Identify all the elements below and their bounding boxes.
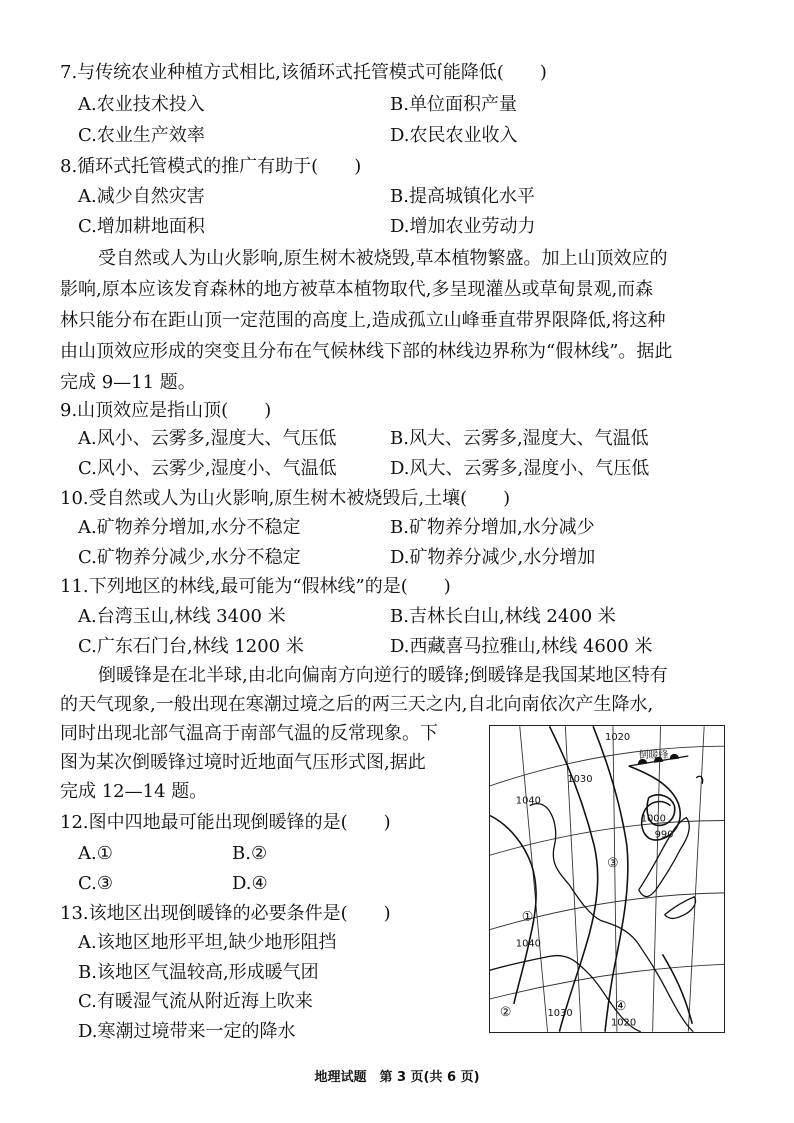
passage-1-line: 由山顶效应形成的突变且分布在气候林线下部的林线边界称为“假林线”。据此 [60, 341, 673, 362]
question-8-option-d: D.增加农业劳动力 [390, 216, 536, 237]
question-12-option-d: D.④ [232, 873, 268, 894]
isobars [490, 726, 692, 1031]
isobar-label: 1040 [515, 795, 541, 807]
isobar-label: 1000 [640, 813, 666, 825]
isobar-label: 1030 [567, 773, 593, 785]
question-13-stem: 13.该地区出现倒暖锋的必要条件是( ) [60, 903, 391, 924]
warm-front-label: 倒暖锋 [638, 750, 669, 762]
place-marker-2: ② [499, 1004, 512, 1020]
question-7-option-d: D.农民农业收入 [390, 125, 518, 146]
passage-1-line: 影响,原本应该发育森林的地方被草本植物取代,多呈现灌丛或草甸景观,而森 [60, 279, 654, 300]
passage-1-line: 受自然或人为山火影响,原生树木被烧毁,草本植物繁盛。加上山顶效应的 [98, 248, 668, 269]
passage-1-line: 林只能分布在距山顶一定范围的高度上,造成孤立山峰垂直带界限降低,将这种 [60, 310, 666, 331]
question-9-option-a: A.风小、云雾多,湿度大、气压低 [78, 428, 337, 449]
question-8-option-a: A.减少自然灾害 [78, 186, 205, 207]
question-10-option-d: D.矿物养分减少,水分增加 [390, 547, 596, 568]
question-7-option-c: C.农业生产效率 [78, 125, 205, 146]
question-11-option-c: C.广东石门台,林线 1200 米 [78, 636, 304, 657]
isobar-label: 990 [654, 829, 674, 841]
question-9-stem: 9.山顶效应是指山顶( ) [60, 400, 272, 421]
question-8-option-c: C.增加耕地面积 [78, 216, 205, 237]
page-footer: 地理试题 第 3 页(共 6 页) [314, 1070, 480, 1085]
question-12-option-c: C.③ [78, 873, 113, 894]
question-12-stem: 12.图中四地最可能出现倒暖锋的是( ) [60, 812, 391, 833]
question-7-option-a: A.农业技术投入 [78, 94, 205, 115]
question-7-option-b: B.单位面积产量 [390, 94, 517, 115]
isobar-label: 1020 [605, 732, 631, 744]
question-13-option-c: C.有暖湿气流从附近海上吹来 [78, 991, 313, 1012]
question-10-option-c: C.矿物养分减少,水分不稳定 [78, 547, 301, 568]
pressure-map-drawing [490, 726, 724, 1032]
passage-2-line: 完成 12—14 题。 [60, 781, 208, 802]
question-11-stem: 11.下列地区的林线,最可能为“假林线”的是( ) [60, 576, 451, 597]
question-8-stem: 8.循环式托管模式的推广有助于( ) [60, 156, 362, 177]
question-13-option-d: D.寒潮过境带来一定的降水 [78, 1021, 296, 1042]
question-10-option-b: B.矿物养分增加,水分减少 [390, 517, 595, 538]
graticule [490, 726, 724, 1031]
place-marker-4: ④ [614, 998, 627, 1014]
isobar-label: 1040 [515, 938, 541, 950]
question-12-option-b: B.② [232, 843, 268, 864]
question-11-option-b: B.吉林长白山,林线 2400 米 [390, 606, 616, 627]
question-12-option-a: A.① [78, 843, 113, 864]
question-13-option-a: A.该地区地形平坦,缺少地形阻挡 [78, 932, 337, 953]
question-9-option-b: B.风大、云雾多,湿度大、气温低 [390, 428, 649, 449]
isobar-label: 1020 [610, 1017, 637, 1029]
place-marker-3: ③ [607, 856, 619, 872]
passage-2-line: 倒暖锋是在北半球,由北向偏南方向逆行的暖锋;倒暖锋是我国某地区特有 [98, 665, 668, 686]
question-11-option-d: D.西藏喜马拉雅山,林线 4600 米 [390, 636, 653, 657]
question-10-stem: 10.受自然或人为山火影响,原生树木被烧毁后,土壤( ) [60, 488, 511, 509]
pressure-map [489, 725, 725, 1033]
passage-2-line: 同时出现北部气温高于南部气温的反常现象。下 [60, 723, 438, 744]
passage-2-line: 的天气现象,一般出现在寒潮过境之后的两三天之内,自北向南依次产生降水, [60, 694, 654, 715]
question-9-option-d: D.风大、云雾多,湿度小、气压低 [390, 458, 650, 479]
isobar-label: 1030 [547, 1007, 573, 1019]
question-10-option-a: A.矿物养分增加,水分不稳定 [78, 517, 301, 538]
coastline [490, 773, 703, 1031]
question-8-option-b: B.提高城镇化水平 [390, 186, 535, 207]
passage-2-line: 图为某次倒暖锋过境时近地面气压形式图,据此 [60, 752, 426, 773]
question-9-option-c: C.风小、云雾少,湿度小、气温低 [78, 458, 337, 479]
passage-1-line: 完成 9—11 题。 [60, 372, 196, 393]
place-marker-1: ① [521, 909, 534, 925]
question-11-option-a: A.台湾玉山,林线 3400 米 [78, 606, 286, 627]
question-7-stem: 7.与传统农业种植方式相比,该循环式托管模式可能降低( ) [60, 62, 547, 83]
question-13-option-b: B.该地区气温较高,形成暖气团 [78, 962, 319, 983]
